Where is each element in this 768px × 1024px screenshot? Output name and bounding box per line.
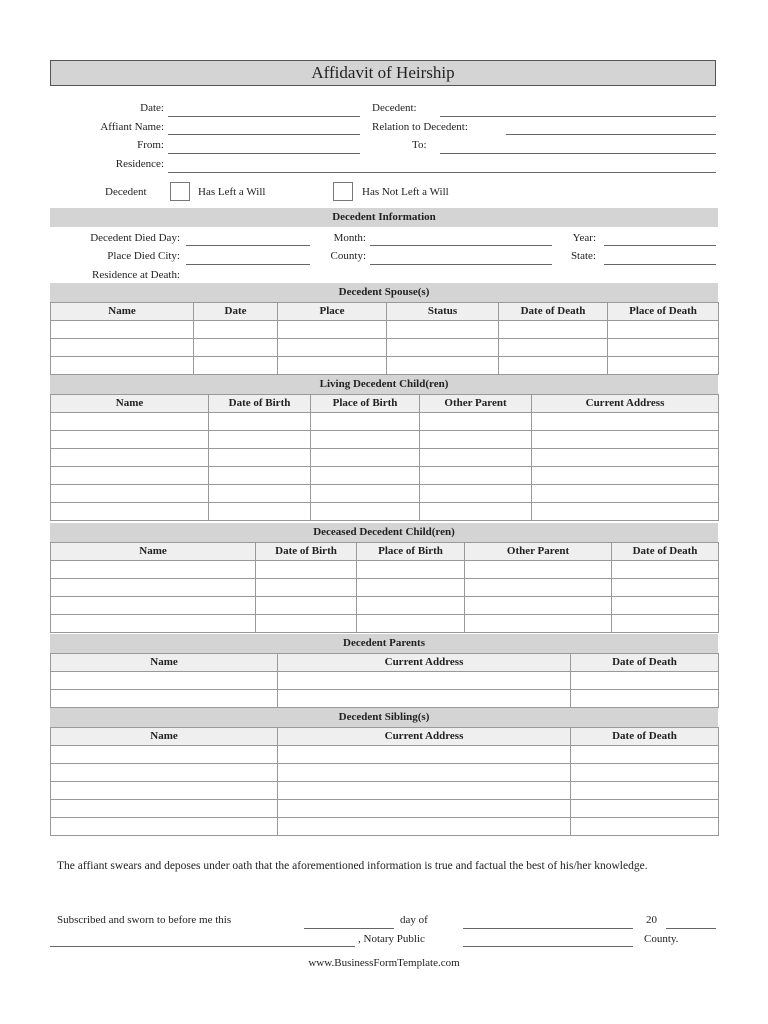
table-row <box>51 764 719 782</box>
table-cell[interactable] <box>51 818 278 836</box>
table-cell[interactable] <box>209 503 311 521</box>
year-sworn-field[interactable] <box>666 928 716 929</box>
table-cell[interactable] <box>51 561 256 579</box>
table-cell[interactable] <box>357 615 465 633</box>
day-field[interactable] <box>304 928 394 929</box>
column-header: Place of Death <box>608 303 719 321</box>
table-cell[interactable] <box>51 800 278 818</box>
table-header-row <box>51 728 719 746</box>
table-cell[interactable] <box>311 431 420 449</box>
table-cell[interactable] <box>51 764 278 782</box>
siblings-heading: Decedent Sibling(s) <box>50 708 718 727</box>
table-cell[interactable] <box>357 597 465 615</box>
spouses-heading: Decedent Spouse(s) <box>50 283 718 302</box>
table-cell[interactable] <box>209 413 311 431</box>
table-cell[interactable] <box>278 764 571 782</box>
table-row <box>51 339 719 357</box>
table-cell[interactable] <box>311 449 420 467</box>
table-cell[interactable] <box>51 467 209 485</box>
notary-name-field[interactable] <box>50 946 355 947</box>
column-header: Place <box>278 303 387 321</box>
table-cell[interactable] <box>209 485 311 503</box>
siblings-table <box>50 727 719 836</box>
table-row <box>51 615 719 633</box>
county-sworn-field[interactable] <box>463 946 633 947</box>
table-cell[interactable] <box>278 357 387 375</box>
relation-label: Relation to Decedent: <box>372 121 468 133</box>
form-title: Affidavit of Heirship <box>50 60 716 86</box>
has-left-will-checkbox[interactable] <box>170 182 190 201</box>
has-not-left-will-label: Has Not Left a Will <box>362 186 449 198</box>
table-cell[interactable] <box>51 413 209 431</box>
table-cell[interactable] <box>387 339 499 357</box>
table-row <box>51 413 719 431</box>
decedent-field[interactable] <box>440 116 716 117</box>
place-city-label: Place Died City: <box>107 250 180 262</box>
table-cell[interactable] <box>612 615 719 633</box>
table-cell[interactable] <box>532 449 719 467</box>
column-header: Current Address <box>532 395 719 413</box>
table-cell[interactable] <box>278 321 387 339</box>
table-cell[interactable] <box>278 818 571 836</box>
table-header-row <box>51 543 719 561</box>
table-cell[interactable] <box>51 485 209 503</box>
table-cell[interactable] <box>608 339 719 357</box>
table-cell[interactable] <box>194 357 278 375</box>
table-cell[interactable] <box>387 357 499 375</box>
table-cell[interactable] <box>420 467 532 485</box>
county-label: County: <box>330 250 366 262</box>
table-cell[interactable] <box>311 467 420 485</box>
table-cell[interactable] <box>465 579 612 597</box>
table-cell[interactable] <box>51 321 194 339</box>
table-cell[interactable] <box>571 672 719 690</box>
table-cell[interactable] <box>209 467 311 485</box>
affiant-name-label: Affiant Name: <box>100 121 164 133</box>
table-cell[interactable] <box>209 449 311 467</box>
table-cell[interactable] <box>608 357 719 375</box>
living-children-heading: Living Decedent Child(ren) <box>50 375 718 394</box>
column-header: Place of Birth <box>311 395 420 413</box>
table-cell[interactable] <box>51 431 209 449</box>
table-cell[interactable] <box>465 615 612 633</box>
column-header: Other Parent <box>420 395 532 413</box>
table-cell[interactable] <box>278 690 571 708</box>
month-label: Month: <box>333 232 366 244</box>
table-row <box>51 690 719 708</box>
table-cell[interactable] <box>499 357 608 375</box>
year-label: Year: <box>572 232 596 244</box>
table-row <box>51 449 719 467</box>
table-cell[interactable] <box>256 579 357 597</box>
deceased-children-heading: Deceased Decedent Child(ren) <box>50 523 718 542</box>
table-cell[interactable] <box>571 764 719 782</box>
table-cell[interactable] <box>256 561 357 579</box>
has-not-left-will-checkbox[interactable] <box>333 182 353 201</box>
table-row <box>51 485 719 503</box>
table-cell[interactable] <box>532 485 719 503</box>
table-cell[interactable] <box>256 597 357 615</box>
table-cell[interactable] <box>571 746 719 764</box>
table-cell[interactable] <box>532 431 719 449</box>
state-label: State: <box>570 250 596 262</box>
table-cell[interactable] <box>420 503 532 521</box>
table-cell[interactable] <box>51 579 256 597</box>
parents-table <box>50 653 719 708</box>
living-children-table <box>50 394 719 521</box>
month-field[interactable] <box>370 245 552 246</box>
column-header: Current Address <box>278 654 571 672</box>
table-cell[interactable] <box>51 690 278 708</box>
to-label: To: <box>412 139 427 151</box>
table-cell[interactable] <box>194 339 278 357</box>
affiant-name-field[interactable] <box>168 134 360 135</box>
table-cell[interactable] <box>311 485 420 503</box>
table-cell[interactable] <box>278 782 571 800</box>
table-cell[interactable] <box>571 800 719 818</box>
column-header: Place of Birth <box>357 543 465 561</box>
table-cell[interactable] <box>571 818 719 836</box>
table-row <box>51 818 719 836</box>
column-header: Date of Death <box>571 728 719 746</box>
table-cell[interactable] <box>51 746 278 764</box>
table-cell[interactable] <box>612 579 719 597</box>
to-field[interactable] <box>440 153 716 154</box>
column-header: Date of Death <box>571 654 719 672</box>
table-cell[interactable] <box>465 597 612 615</box>
table-cell[interactable] <box>357 579 465 597</box>
column-header: Name <box>51 728 278 746</box>
table-cell[interactable] <box>387 321 499 339</box>
table-cell[interactable] <box>278 746 571 764</box>
year-field[interactable] <box>604 245 716 246</box>
table-cell[interactable] <box>278 672 571 690</box>
table-cell[interactable] <box>499 321 608 339</box>
table-cell[interactable] <box>194 321 278 339</box>
column-header: Date of Death <box>612 543 719 561</box>
table-row <box>51 431 719 449</box>
table-cell[interactable] <box>532 413 719 431</box>
column-header: Name <box>51 303 194 321</box>
relation-field[interactable] <box>506 134 716 135</box>
table-header-row <box>51 395 719 413</box>
county-field[interactable] <box>370 264 552 265</box>
table-cell[interactable] <box>571 782 719 800</box>
table-cell[interactable] <box>51 503 209 521</box>
state-field[interactable] <box>604 264 716 265</box>
column-header: Date of Death <box>499 303 608 321</box>
table-cell[interactable] <box>612 561 719 579</box>
table-cell[interactable] <box>51 339 194 357</box>
from-field[interactable] <box>168 153 360 154</box>
deceased-children-table <box>50 542 719 633</box>
table-cell[interactable] <box>420 449 532 467</box>
table-cell[interactable] <box>51 357 194 375</box>
parents-heading: Decedent Parents <box>50 634 718 653</box>
column-header: Name <box>51 654 278 672</box>
residence-label: Residence: <box>115 158 164 170</box>
table-row <box>51 561 719 579</box>
table-cell[interactable] <box>465 561 612 579</box>
has-left-will-label: Has Left a Will <box>198 186 266 198</box>
residence-at-death-label: Residence at Death: <box>92 269 180 281</box>
table-row <box>51 746 719 764</box>
table-cell[interactable] <box>209 431 311 449</box>
table-row <box>51 579 719 597</box>
column-header: Date of Birth <box>256 543 357 561</box>
decedent-label: Decedent: <box>372 102 417 114</box>
died-day-label: Decedent Died Day: <box>90 232 180 244</box>
column-header: Date of Birth <box>209 395 311 413</box>
subscribed-label: Subscribed and sworn to before me this <box>57 914 232 926</box>
column-header: Date <box>194 303 278 321</box>
notary-public-label: , Notary Public <box>358 933 425 945</box>
table-cell[interactable] <box>51 449 209 467</box>
table-row <box>51 782 719 800</box>
table-cell[interactable] <box>256 615 357 633</box>
spouses-table <box>50 302 719 375</box>
table-row <box>51 467 719 485</box>
table-row <box>51 800 719 818</box>
twenty-label: 20 <box>646 914 657 926</box>
table-cell[interactable] <box>51 672 278 690</box>
decedent-information-heading: Decedent Information <box>50 208 718 227</box>
table-cell[interactable] <box>608 321 719 339</box>
county-sworn-label: County. <box>644 933 679 945</box>
died-day-field[interactable] <box>186 245 310 246</box>
table-cell[interactable] <box>51 615 256 633</box>
column-header: Name <box>51 395 209 413</box>
day-of-label: day of <box>400 914 428 926</box>
table-cell[interactable] <box>420 431 532 449</box>
table-cell[interactable] <box>420 413 532 431</box>
website-footer[interactable]: www.BusinessFormTemplate.com <box>308 957 460 969</box>
date-field[interactable] <box>168 116 360 117</box>
column-header: Other Parent <box>465 543 612 561</box>
date-label: Date: <box>140 102 164 114</box>
table-row <box>51 503 719 521</box>
table-cell[interactable] <box>357 561 465 579</box>
place-city-field[interactable] <box>186 264 310 265</box>
table-cell[interactable] <box>499 339 608 357</box>
column-header: Name <box>51 543 256 561</box>
table-row <box>51 321 719 339</box>
table-cell[interactable] <box>532 467 719 485</box>
table-cell[interactable] <box>278 800 571 818</box>
table-header-row <box>51 654 719 672</box>
table-cell[interactable] <box>612 597 719 615</box>
table-row <box>51 672 719 690</box>
column-header: Status <box>387 303 499 321</box>
table-cell[interactable] <box>51 782 278 800</box>
oath-statement: The affiant swears and deposes under oath that the aforementioned information is true and factual the best of his/her knowledge. <box>57 860 648 872</box>
table-cell[interactable] <box>571 690 719 708</box>
table-cell[interactable] <box>51 597 256 615</box>
month-sworn-field[interactable] <box>463 928 633 929</box>
table-cell[interactable] <box>532 503 719 521</box>
from-label: From: <box>137 139 164 151</box>
column-header: Current Address <box>278 728 571 746</box>
residence-field[interactable] <box>168 172 716 173</box>
table-cell[interactable] <box>311 413 420 431</box>
table-cell[interactable] <box>278 339 387 357</box>
table-cell[interactable] <box>420 485 532 503</box>
table-row <box>51 597 719 615</box>
table-cell[interactable] <box>311 503 420 521</box>
table-header-row <box>51 303 719 321</box>
will-prefix-label: Decedent <box>105 186 147 198</box>
table-row <box>51 357 719 375</box>
